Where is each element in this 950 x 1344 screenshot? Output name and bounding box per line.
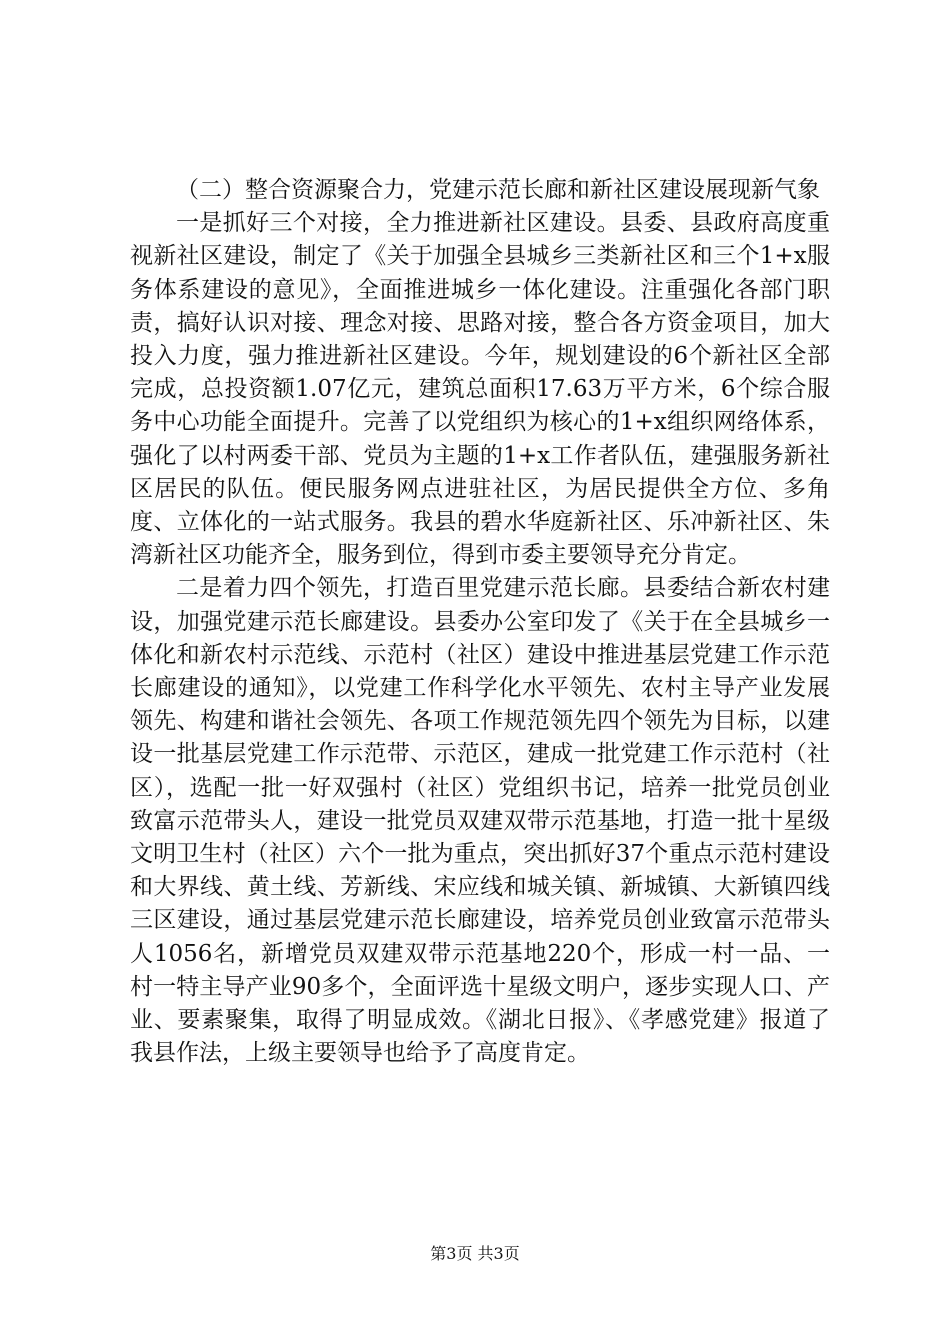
- section-heading: （二）整合资源聚合力，党建示范长廊和新社区建设展现新气象: [176, 177, 820, 203]
- document-body: [130, 174, 830, 1070]
- paragraph-new-community: 一是抓好三个对接，全力推进新社区建设。县委、县政府高度重视新社区建设，制定了《关于加强全县城乡三类新社区和三个1+x服务体系建设的意见》，全面推进城乡一体化建设。注重强化各部门职责，搞好认识对接、理念对接、思路对接，整合各方资金项目，加大投入力度，强力推进新社区建设。今年，规划建设的6个新社区全部完成，总投资额1.07亿元，建筑总面积17.63万平方米，6个综合服务中心功能全面提升。完善了以党组织为核心的1+x组织网络体系，强化了以村两委干部、党员为主题的1+x工作者队伍，建强服务新社区居民的队伍。便民服务网点进驻社区，为居民提供全方位、多角度、立体化的一站式服务。我县的碧水华庭新社区、乐冲新社区、朱湾新社区功能齐全，服务到位，得到市委主要领导充分肯定。: [130, 210, 830, 569]
- page-footer: 第3页 共3页: [430, 1244, 520, 1263]
- paragraph-demonstration-corridor: 二是着力四个领先，打造百里党建示范长廊。县委结合新农村建设，加强党建示范长廊建设。县委办公室印发了《关于在全县城乡一体化和新农村示范线、示范村（社区）建设中推进基层党建工作示范长廊建设的通知》，以党建工作科学化水平领先、农村主导产业发展领先、构建和谐社会领先、各项工作规范领先四个领先为目标，以建设一批基层党建工作示范带、示范区，建成一批党建工作示范村（社区），选配一批一好双强村（社区）党组织书记，培养一批党员创业致富示范带头人，建设一批党员双建双带示范基地，打造一批十星级文明卫生村（社区）六个一批为重点，突出抓好37个重点示范村建设和大界线、黄土线、芳新线、宋应线和城关镇、新城镇、大新镇四线三区建设，通过基层党建示范长廊建设，培养党员创业致富示范带头人1056名，新增党员双建双带示范基地220个，形成一村一品、一村一特主导产业90多个，全面评选十星级文明户，逐步实现人口、产业、要素聚集，取得了明显成效。《湖北日报》、《孝感党建》报道了我县作法，上级主要领导也给予了高度肯定。: [130, 575, 830, 1067]
